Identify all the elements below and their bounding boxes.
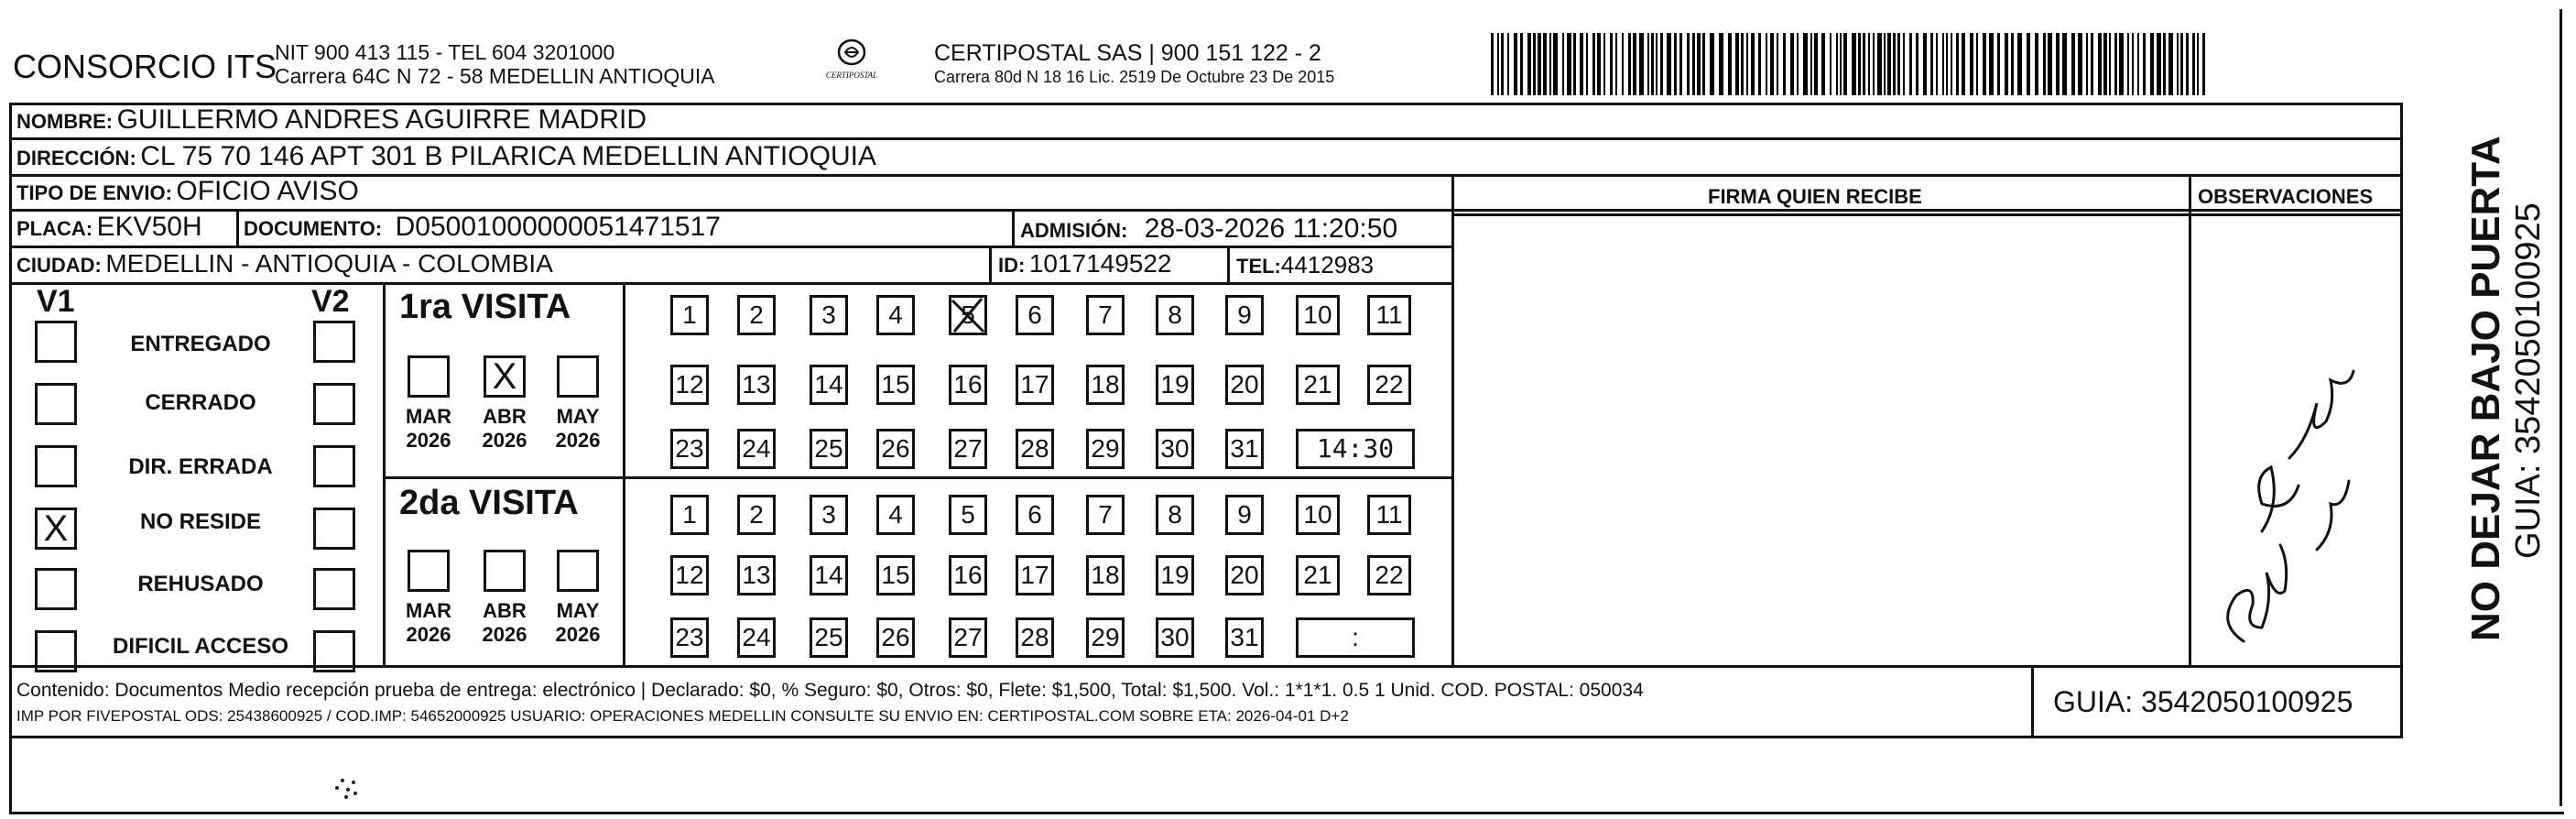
barcode-bar bbox=[1580, 33, 1583, 95]
second-visit-day-31[interactable]: 31 bbox=[1225, 617, 1264, 658]
barcode-bar bbox=[2011, 33, 2014, 95]
barcode-bar bbox=[2168, 33, 2173, 95]
courier-address: Carrera 80d N 18 16 Lic. 2519 De Octubre 23 De 2015 bbox=[934, 68, 1335, 86]
barcode-bar bbox=[1873, 33, 1875, 95]
barcode-bar bbox=[1893, 33, 1896, 95]
id-row bbox=[998, 249, 1172, 278]
first-visit-day-7[interactable]: 7 bbox=[1086, 295, 1125, 335]
first-visit-time[interactable]: 14:30 bbox=[1296, 429, 1415, 469]
barcode-bar bbox=[1592, 33, 1595, 95]
barcode-bar bbox=[1976, 33, 1978, 95]
plate-label: PLACA: bbox=[16, 217, 93, 240]
first-visit-month-may[interactable] bbox=[557, 355, 599, 398]
v2-checkbox-dir-errada[interactable] bbox=[313, 445, 355, 487]
second-visit-day-3[interactable]: 3 bbox=[810, 495, 848, 535]
second-visit-day-5[interactable]: 5 bbox=[949, 495, 987, 535]
second-visit-day-7[interactable]: 7 bbox=[1086, 495, 1125, 535]
barcode-bar bbox=[1719, 33, 1723, 95]
city-label: CIUDAD: bbox=[16, 254, 102, 277]
barcode-bar bbox=[2132, 33, 2134, 95]
month-name: MAY bbox=[556, 599, 600, 622]
barcode-bar bbox=[1615, 33, 1617, 95]
first-visit-day-29[interactable]: 29 bbox=[1086, 429, 1125, 469]
v1-checkbox-dificil-acceso[interactable] bbox=[35, 630, 77, 672]
first-visit-day-27[interactable]: 27 bbox=[949, 429, 987, 469]
barcode-bar bbox=[1573, 33, 1576, 95]
month-year: 2026 bbox=[406, 429, 451, 452]
col-line bbox=[236, 209, 239, 246]
city-row bbox=[16, 249, 553, 278]
first-visit-day-15[interactable]: 15 bbox=[876, 365, 915, 405]
barcode-bar bbox=[1660, 33, 1664, 95]
second-visit-day-26[interactable]: 26 bbox=[876, 617, 915, 658]
col-line bbox=[989, 246, 992, 282]
second-visit-day-21[interactable]: 21 bbox=[1296, 555, 1340, 595]
v2-label: V2 bbox=[311, 284, 350, 319]
barcode-bar bbox=[2103, 33, 2107, 95]
barcode-bar bbox=[1751, 33, 1755, 95]
stray-mark bbox=[330, 770, 366, 806]
signature-header: FIRMA QUIEN RECIBE bbox=[1708, 185, 1922, 208]
first-visit-day-3[interactable]: 3 bbox=[810, 295, 848, 335]
barcode-bar bbox=[1674, 33, 1677, 95]
col-line bbox=[1227, 246, 1230, 282]
second-visit-day-12[interactable]: 12 bbox=[670, 555, 709, 595]
second-visit-day-28[interactable]: 28 bbox=[1016, 617, 1054, 658]
second-visit-day-11[interactable]: 11 bbox=[1367, 495, 1411, 535]
v2-checkbox-dificil-acceso[interactable] bbox=[313, 630, 355, 672]
recipient-name-row bbox=[16, 104, 647, 136]
second-visit-day-20[interactable]: 20 bbox=[1225, 555, 1264, 595]
first-visit-title: 1ra VISITA bbox=[399, 288, 571, 326]
visit-option-label: CERRADO bbox=[145, 390, 256, 415]
company-nit: NIT 900 413 115 - TEL 604 3201000 bbox=[275, 40, 615, 64]
barcode-bar bbox=[1803, 33, 1808, 95]
barcode-bar bbox=[2192, 33, 2195, 95]
month-year: 2026 bbox=[482, 623, 527, 646]
right-border-line bbox=[2560, 9, 2562, 806]
barcode-bar bbox=[1697, 33, 1701, 95]
barcode-bar bbox=[2017, 33, 2022, 95]
day-cross-mark bbox=[949, 295, 987, 335]
barcode-bar bbox=[1836, 33, 1838, 95]
barcode-bar bbox=[1639, 33, 1644, 95]
barcode-bar bbox=[1843, 33, 1847, 95]
second-visit-day-4[interactable]: 4 bbox=[876, 495, 915, 535]
recipient-name: GUILLERMO ANDRES AGUIRRE MADRID bbox=[116, 104, 647, 135]
month-label bbox=[397, 599, 461, 647]
barcode-bar bbox=[1810, 33, 1812, 95]
first-visit-day-4[interactable]: 4 bbox=[876, 295, 915, 335]
barcode-bar bbox=[1501, 33, 1504, 95]
visit-option-label: DIFICIL ACCESO bbox=[112, 634, 288, 659]
barcode-bar bbox=[2150, 33, 2154, 95]
footer-content-line: Contenido: Documentos Medio recepción prueba de entrega: electrónico | Declarado: $0, % Seguro: $0, Otros: $0, Flete: $1,500, Total: $1,500. Vol.: 1*1*1. 0.5 1 Unid. COD. POSTAL: 050034 bbox=[16, 680, 1644, 701]
second-visit-day-24[interactable]: 24 bbox=[737, 617, 776, 658]
second-visit-month-mar[interactable] bbox=[408, 550, 450, 592]
month-label bbox=[546, 405, 610, 453]
barcode-bar bbox=[2127, 33, 2129, 95]
barcode-bar bbox=[2043, 33, 2046, 95]
v1-label: V1 bbox=[37, 284, 75, 319]
first-visit-day-20[interactable]: 20 bbox=[1225, 365, 1264, 405]
month-name: MAR bbox=[405, 405, 452, 428]
second-visit-day-13[interactable]: 13 bbox=[737, 555, 776, 595]
v1-checkbox-rehusado[interactable] bbox=[35, 568, 77, 610]
barcode-bar bbox=[1858, 33, 1861, 95]
v1-checkbox-entregado[interactable] bbox=[35, 321, 77, 363]
barcode-bar bbox=[1942, 33, 1944, 95]
barcode-bar bbox=[1728, 33, 1732, 95]
barcode-bar bbox=[1863, 33, 1865, 95]
tel-row bbox=[1236, 251, 1374, 279]
barcode-bar bbox=[1603, 33, 1605, 95]
barcode-bar bbox=[1610, 33, 1613, 95]
month-name: MAY bbox=[556, 405, 600, 428]
barcode-bar bbox=[1956, 33, 1959, 95]
barcode-bar bbox=[1628, 33, 1631, 95]
first-visit-day-6[interactable]: 6 bbox=[1016, 295, 1054, 335]
v2-checkbox-no-reside[interactable] bbox=[313, 508, 355, 550]
barcode-bar bbox=[1692, 33, 1695, 95]
barcode-bar bbox=[1497, 33, 1499, 95]
barcode-bar bbox=[1597, 33, 1601, 95]
barcode-bar bbox=[2062, 33, 2067, 95]
second-visit-title: 2da VISITA bbox=[399, 484, 579, 522]
barcode-bar bbox=[1777, 33, 1778, 95]
second-visit-day-14[interactable]: 14 bbox=[810, 555, 848, 595]
row-line bbox=[9, 665, 2403, 668]
barcode-bar bbox=[2177, 33, 2179, 95]
barcode-bar bbox=[2114, 33, 2117, 95]
barcode-bar bbox=[2091, 33, 2093, 95]
barcode-bar bbox=[1946, 33, 1948, 95]
col-line bbox=[1012, 209, 1015, 246]
second-visit-day-17[interactable]: 17 bbox=[1016, 555, 1054, 595]
barcode-bar bbox=[1840, 33, 1842, 95]
barcode-bar bbox=[1741, 33, 1744, 95]
second-visit-day-9[interactable]: 9 bbox=[1225, 495, 1264, 535]
row-line bbox=[1451, 213, 2403, 216]
barcode-bar bbox=[1852, 33, 1856, 95]
row-line bbox=[9, 174, 2403, 177]
barcode-bar bbox=[1746, 33, 1748, 95]
month-label bbox=[546, 599, 610, 647]
first-visit-day-26[interactable]: 26 bbox=[876, 429, 915, 469]
month-name: MAR bbox=[405, 599, 452, 622]
admission-label: ADMISIÓN: bbox=[1020, 219, 1128, 242]
second-visit-day-18[interactable]: 18 bbox=[1086, 555, 1125, 595]
barcode-bar bbox=[1770, 33, 1774, 95]
col-line bbox=[2031, 665, 2034, 738]
barcode-bar bbox=[2109, 33, 2111, 95]
visit-option-label: NO RESIDE bbox=[139, 509, 262, 534]
barcode-bar bbox=[2119, 33, 2124, 95]
barcode-bar bbox=[1538, 33, 1541, 95]
first-visit-day-18[interactable]: 18 bbox=[1086, 365, 1125, 405]
first-visit-day-24[interactable]: 24 bbox=[737, 429, 776, 469]
month-year: 2026 bbox=[555, 623, 601, 646]
second-visit-month-may[interactable] bbox=[557, 550, 599, 592]
barcode-bar bbox=[1710, 33, 1714, 95]
row-line bbox=[9, 246, 1451, 248]
barcode-bar bbox=[2143, 33, 2146, 95]
name-label: NOMBRE: bbox=[16, 110, 114, 133]
first-visit-day-31[interactable]: 31 bbox=[1225, 429, 1264, 469]
barcode-bar bbox=[2202, 33, 2205, 95]
second-visit-day-22[interactable]: 22 bbox=[1367, 555, 1411, 595]
visit-option-label: ENTREGADO bbox=[130, 332, 271, 356]
barcode-bar bbox=[2035, 33, 2038, 95]
barcode-bar bbox=[1814, 33, 1818, 95]
first-visit-day-1[interactable]: 1 bbox=[670, 295, 709, 335]
barcode-bar bbox=[1491, 33, 1494, 95]
month-name: ABR bbox=[483, 599, 527, 622]
second-visit-day-19[interactable]: 19 bbox=[1156, 555, 1194, 595]
barcode bbox=[1491, 33, 2209, 95]
barcode-bar bbox=[1951, 33, 1952, 95]
month-year: 2026 bbox=[406, 623, 451, 646]
barcode-bar bbox=[1507, 33, 1509, 95]
barcode-bar bbox=[2163, 33, 2166, 95]
barcode-bar bbox=[2071, 33, 2075, 95]
barcode-bar bbox=[1997, 33, 2000, 95]
first-visit-day-19[interactable]: 19 bbox=[1156, 365, 1194, 405]
barcode-bar bbox=[2078, 33, 2082, 95]
barcode-bar bbox=[1887, 33, 1891, 95]
first-visit-day-17[interactable]: 17 bbox=[1016, 365, 1054, 405]
barcode-bar bbox=[1930, 33, 1933, 95]
tel-label: TEL: bbox=[1236, 255, 1281, 278]
v2-checkbox-cerrado[interactable] bbox=[313, 383, 355, 425]
barcode-bar bbox=[1877, 33, 1882, 95]
barcode-bar bbox=[2005, 33, 2009, 95]
month-label bbox=[473, 599, 537, 647]
first-visit-day-12[interactable]: 12 bbox=[670, 365, 709, 405]
barcode-bar bbox=[1651, 33, 1654, 95]
barcode-bar bbox=[1687, 33, 1690, 95]
document-row bbox=[244, 212, 721, 243]
first-visit-day-25[interactable]: 25 bbox=[810, 429, 848, 469]
v1-checkbox-cerrado[interactable] bbox=[35, 383, 77, 425]
barcode-bar bbox=[1679, 33, 1682, 95]
second-visit-day-10[interactable]: 10 bbox=[1296, 495, 1340, 535]
barcode-bar bbox=[1830, 33, 1831, 95]
type-label: TIPO DE ENVIO: bbox=[16, 181, 172, 204]
barcode-bar bbox=[2027, 33, 2030, 95]
admission-row bbox=[1020, 213, 1397, 245]
document-label: DOCUMENTO: bbox=[244, 217, 383, 240]
row-line bbox=[9, 282, 1451, 285]
barcode-bar bbox=[1766, 33, 1767, 95]
left-border-line bbox=[9, 738, 12, 814]
first-visit-month-abr[interactable]: X bbox=[484, 355, 526, 398]
second-visit-day-23[interactable]: 23 bbox=[670, 617, 709, 658]
barcode-bar bbox=[1633, 33, 1636, 95]
month-label bbox=[397, 405, 461, 453]
col-line bbox=[383, 282, 386, 665]
side-guia: GUIA: 3542050100925 bbox=[2509, 202, 2548, 559]
barcode-bar bbox=[1868, 33, 1870, 95]
col-line bbox=[623, 282, 625, 665]
second-visit-time[interactable]: : bbox=[1296, 617, 1415, 658]
visit-option-label: REHUSADO bbox=[137, 572, 264, 596]
barcode-bar bbox=[1821, 33, 1825, 95]
month-year: 2026 bbox=[482, 429, 527, 452]
courier-name: CERTIPOSTAL SAS | 900 151 122 - 2 bbox=[934, 40, 1321, 66]
barcode-bar bbox=[1797, 33, 1799, 95]
second-visit-month-abr[interactable] bbox=[484, 550, 526, 592]
barcode-bar bbox=[1562, 33, 1564, 95]
barcode-bar bbox=[2098, 33, 2102, 95]
first-visit-day-21[interactable]: 21 bbox=[1296, 365, 1340, 405]
barcode-bar bbox=[1903, 33, 1905, 95]
month-name: ABR bbox=[483, 405, 527, 428]
first-visit-day-30[interactable]: 30 bbox=[1156, 429, 1194, 469]
barcode-bar bbox=[1783, 33, 1786, 95]
second-visit-day-2[interactable]: 2 bbox=[737, 495, 776, 535]
first-visit-day-11[interactable]: 11 bbox=[1367, 295, 1411, 335]
barcode-bar bbox=[1667, 33, 1671, 95]
second-visit-day-6[interactable]: 6 bbox=[1016, 495, 1054, 535]
barcode-bar bbox=[1647, 33, 1649, 95]
barcode-bar bbox=[1758, 33, 1761, 95]
id-number: 1017149522 bbox=[1028, 249, 1172, 278]
admission-date: 28-03-2026 11:20:50 bbox=[1144, 213, 1398, 244]
barcode-bar bbox=[1884, 33, 1886, 95]
barcode-bar bbox=[1549, 33, 1551, 95]
barcode-bar bbox=[2197, 33, 2199, 95]
second-visit-day-16[interactable]: 16 bbox=[949, 555, 987, 595]
id-label: ID: bbox=[998, 254, 1026, 277]
company-address: Carrera 64C N 72 - 58 MEDELLIN ANTIOQUIA bbox=[275, 64, 715, 88]
barcode-bar bbox=[1527, 33, 1531, 95]
second-visit-day-30[interactable]: 30 bbox=[1156, 617, 1194, 658]
second-visit-day-15[interactable]: 15 bbox=[876, 555, 915, 595]
side-warning: NO DEJAR BAJO PUERTA bbox=[2463, 136, 2508, 641]
barcode-bar bbox=[1909, 33, 1912, 95]
visit-option-label: DIR. ERRADA bbox=[128, 454, 273, 479]
barcode-bar bbox=[2137, 33, 2139, 95]
second-visit-day-1[interactable]: 1 bbox=[670, 495, 709, 535]
barcode-bar bbox=[2056, 33, 2060, 95]
second-visit-day-27[interactable]: 27 bbox=[949, 617, 987, 658]
shipment-type: OFICIO AVISO bbox=[176, 176, 359, 206]
barcode-bar bbox=[1702, 33, 1705, 95]
second-visit-day-25[interactable]: 25 bbox=[810, 617, 848, 658]
barcode-bar bbox=[1970, 33, 1973, 95]
first-visit-day-2[interactable]: 2 bbox=[737, 295, 776, 335]
bottom-border-line bbox=[9, 812, 2564, 814]
barcode-bar bbox=[1533, 33, 1536, 95]
barcode-bar bbox=[1897, 33, 1900, 95]
first-visit-day-13[interactable]: 13 bbox=[737, 365, 776, 405]
first-visit-day-23[interactable]: 23 bbox=[670, 429, 709, 469]
barcode-bar bbox=[1567, 33, 1571, 95]
shipment-type-row bbox=[16, 176, 359, 207]
barcode-bar bbox=[1543, 33, 1547, 95]
barcode-bar bbox=[2086, 33, 2088, 95]
row-line bbox=[9, 137, 2403, 140]
barcode-bar bbox=[2186, 33, 2189, 95]
barcode-bar bbox=[1514, 33, 1517, 95]
first-visit-day-8[interactable]: 8 bbox=[1156, 295, 1194, 335]
barcode-bar bbox=[1735, 33, 1739, 95]
certipostal-logo bbox=[806, 37, 897, 92]
certipostal-logo-text: CERTIPOSTAL bbox=[825, 71, 878, 80]
barcode-bar bbox=[2048, 33, 2052, 95]
barcode-bar bbox=[1936, 33, 1938, 95]
barcode-bar bbox=[1520, 33, 1523, 95]
month-label bbox=[473, 405, 537, 453]
footer-print-line: IMP POR FIVEPOSTAL ODS: 25438600925 / COD.IMP: 54652000925 USUARIO: OPERACIONES MEDELLIN CONSULTE SU ENVIO EN: CERTIPOSTAL.COM SOBRE ETA: 2026-04-01 D+2 bbox=[16, 707, 1349, 725]
first-visit-day-28[interactable]: 28 bbox=[1016, 429, 1054, 469]
address-label: DIRECCIÓN: bbox=[16, 147, 136, 169]
footer-guia: GUIA: 3542050100925 bbox=[2053, 685, 2353, 718]
barcode-bar bbox=[1989, 33, 1994, 95]
first-visit-day-14[interactable]: 14 bbox=[810, 365, 848, 405]
first-visit-day-9[interactable]: 9 bbox=[1225, 295, 1264, 335]
observations-header: OBSERVACIONES bbox=[2198, 185, 2374, 208]
document-number: D05001000000051471517 bbox=[395, 212, 721, 242]
city: MEDELLIN - ANTIOQUIA - COLOMBIA bbox=[105, 249, 553, 278]
recipient-address: CL 75 70 146 APT 301 B PILARICA MEDELLIN ANTIOQUIA bbox=[140, 141, 876, 171]
first-visit-day-22[interactable]: 22 bbox=[1367, 365, 1411, 405]
recipient-address-row bbox=[16, 141, 876, 172]
barcode-bar bbox=[1790, 33, 1794, 95]
v1-checkbox-no-reside[interactable]: X bbox=[35, 508, 77, 550]
v2-checkbox-entregado[interactable] bbox=[313, 321, 355, 363]
plate: EKV50H bbox=[96, 212, 202, 242]
second-visit-day-8[interactable]: 8 bbox=[1156, 495, 1194, 535]
v1-checkbox-dir-errada[interactable] bbox=[35, 445, 77, 487]
v2-checkbox-rehusado[interactable] bbox=[313, 568, 355, 610]
tel-number: 4412983 bbox=[1280, 251, 1375, 278]
second-visit-day-29[interactable]: 29 bbox=[1086, 617, 1125, 658]
barcode-bar bbox=[1622, 33, 1624, 95]
certipostal-logo-icon bbox=[833, 37, 870, 68]
first-visit-day-16[interactable]: 16 bbox=[949, 365, 987, 405]
plate-row bbox=[16, 212, 202, 243]
barcode-bar bbox=[1656, 33, 1658, 95]
form-frame bbox=[9, 103, 2403, 738]
first-visit-month-mar[interactable] bbox=[408, 355, 450, 398]
barcode-bar bbox=[1923, 33, 1927, 95]
company-name: CONSORCIO ITS bbox=[13, 48, 277, 85]
first-visit-day-5[interactable]: 5 bbox=[949, 295, 987, 335]
row-line bbox=[383, 476, 1451, 479]
barcode-bar bbox=[1916, 33, 1918, 95]
month-year: 2026 bbox=[555, 429, 601, 452]
handwritten-signature bbox=[2189, 311, 2372, 660]
barcode-bar bbox=[2180, 33, 2183, 95]
barcode-bar bbox=[1586, 33, 1588, 95]
col-line bbox=[1451, 174, 1454, 665]
barcode-bar bbox=[1962, 33, 1965, 95]
barcode-bar bbox=[1553, 33, 1558, 95]
first-visit-day-10[interactable]: 10 bbox=[1296, 295, 1340, 335]
barcode-bar bbox=[1983, 33, 1986, 95]
barcode-bar bbox=[2157, 33, 2161, 95]
